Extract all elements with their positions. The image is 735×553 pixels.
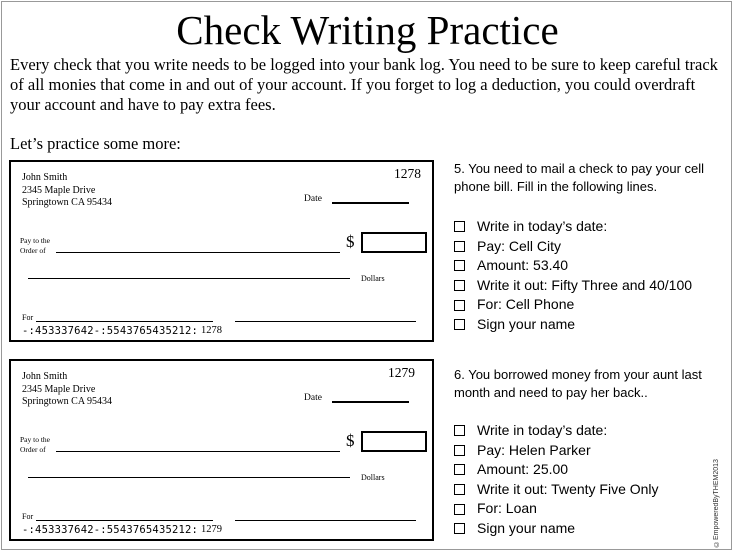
- signature-field[interactable]: [235, 520, 416, 521]
- micr-check-number: 1279: [201, 524, 222, 535]
- checkbox[interactable]: [454, 484, 465, 495]
- pay-to-text: Pay to the Order of: [20, 236, 50, 255]
- dollar-sign: $: [346, 431, 355, 450]
- pay-to-label: [20, 435, 50, 455]
- date-label: Date: [304, 194, 322, 204]
- dollar-sign: $: [346, 232, 355, 251]
- checkbox[interactable]: [454, 464, 465, 475]
- payee-field[interactable]: [56, 252, 340, 253]
- question-6: 6. You borrowed money from your aunt last month and need to pay her back..: [454, 367, 702, 400]
- pay-to-label: [20, 236, 50, 256]
- checklist-item-label: Amount: 53.40: [477, 257, 569, 274]
- checklist-item: [454, 460, 724, 480]
- check-1279: [9, 359, 434, 541]
- checkbox[interactable]: [454, 523, 465, 534]
- dollars-label: Dollars: [361, 274, 385, 283]
- memo-field[interactable]: [36, 321, 213, 322]
- page-title: Check Writing Practice: [176, 7, 559, 53]
- checklist-item: [454, 237, 724, 257]
- checkbox[interactable]: [454, 445, 465, 456]
- micr-line: -:453337642-:5543765435212:: [22, 325, 199, 337]
- checklist-item: [454, 217, 724, 237]
- checklist-item: [454, 276, 724, 296]
- date-field[interactable]: [332, 401, 409, 403]
- checklist-item: [454, 256, 724, 276]
- account-holder: [22, 172, 112, 210]
- pay-to-text: Pay to the Order of: [20, 435, 50, 454]
- account-name: John Smith: [22, 172, 68, 183]
- amount-box[interactable]: [361, 431, 427, 452]
- checklist-item: [454, 421, 724, 441]
- checklist-6: [454, 421, 724, 539]
- micr-line: -:453337642-:5543765435212:: [22, 524, 199, 536]
- checkbox[interactable]: [454, 300, 465, 311]
- check-1278: [9, 160, 434, 342]
- for-label: For: [22, 313, 34, 322]
- address-line-1: 2345 Maple Drive: [22, 184, 96, 196]
- checklist-item-label: Pay: Helen Parker: [477, 441, 591, 458]
- checklist-item: [454, 441, 724, 461]
- practice-label: Let’s practice some more:: [10, 134, 181, 153]
- checklist-5: [454, 217, 724, 335]
- copyright-watermark: ©EmpoweredByTHEM2013: [713, 459, 720, 547]
- question-5: 5. You need to mail a check to pay your cell phone bill. Fill in the following lines.: [454, 161, 705, 194]
- checkbox[interactable]: [454, 241, 465, 252]
- date-label: Date: [304, 393, 322, 403]
- for-label: For: [22, 512, 34, 521]
- checkbox[interactable]: [454, 504, 465, 515]
- checklist-item: [454, 315, 724, 335]
- checklist-item-label: Write in today’s date:: [477, 422, 608, 438]
- account-name: John Smith: [22, 371, 68, 382]
- intro-paragraph: Every check that you write needs to be logged into your bank log. You need to be sure to keep careful track of all monies that come in and out of your account. If you forget to log a deduction, you could overdraft your account and have to pay extra fees.: [10, 55, 718, 114]
- checklist-item-label: Amount: 25.00: [477, 461, 569, 478]
- date-field[interactable]: [332, 202, 409, 204]
- address-line-2: Springtown CA 95434: [22, 197, 113, 208]
- address-line-2: Springtown CA 95434: [22, 396, 113, 407]
- amount-box[interactable]: [361, 232, 427, 253]
- checklist-item-label: Sign your name: [477, 315, 576, 332]
- memo-field[interactable]: [36, 520, 213, 521]
- checklist-item-label: Write it out: Fifty Three and 40/100: [477, 276, 693, 293]
- checklist-item-label: For: Cell Phone: [477, 296, 575, 313]
- written-amount-field[interactable]: [28, 477, 350, 478]
- checklist-item-label: Write it out: Twenty Five Only: [477, 480, 659, 497]
- checklist-item-label: Pay: Cell City: [477, 237, 562, 254]
- checklist-item: [454, 480, 724, 500]
- account-holder: [22, 371, 112, 409]
- written-amount-field[interactable]: [28, 278, 350, 279]
- address-line-1: 2345 Maple Drive: [22, 383, 96, 395]
- instructions-5: [454, 160, 724, 335]
- checklist-item-label: Sign your name: [477, 519, 576, 536]
- checkbox[interactable]: [454, 425, 465, 436]
- micr-check-number: 1278: [201, 325, 222, 336]
- checklist-item-label: For: Loan: [477, 500, 537, 517]
- check-number: 1279: [388, 365, 415, 380]
- checkbox[interactable]: [454, 260, 465, 271]
- checklist-item: [454, 499, 724, 519]
- checkbox[interactable]: [454, 221, 465, 232]
- checklist-item: [454, 295, 724, 315]
- instructions-6: [454, 366, 724, 539]
- payee-field[interactable]: [56, 451, 340, 452]
- checkbox[interactable]: [454, 319, 465, 330]
- checklist-item-label: Write in today’s date:: [477, 218, 608, 234]
- check-number: 1278: [394, 166, 421, 181]
- signature-field[interactable]: [235, 321, 416, 322]
- checklist-item: [454, 519, 724, 539]
- checkbox[interactable]: [454, 280, 465, 291]
- dollars-label: Dollars: [361, 473, 385, 482]
